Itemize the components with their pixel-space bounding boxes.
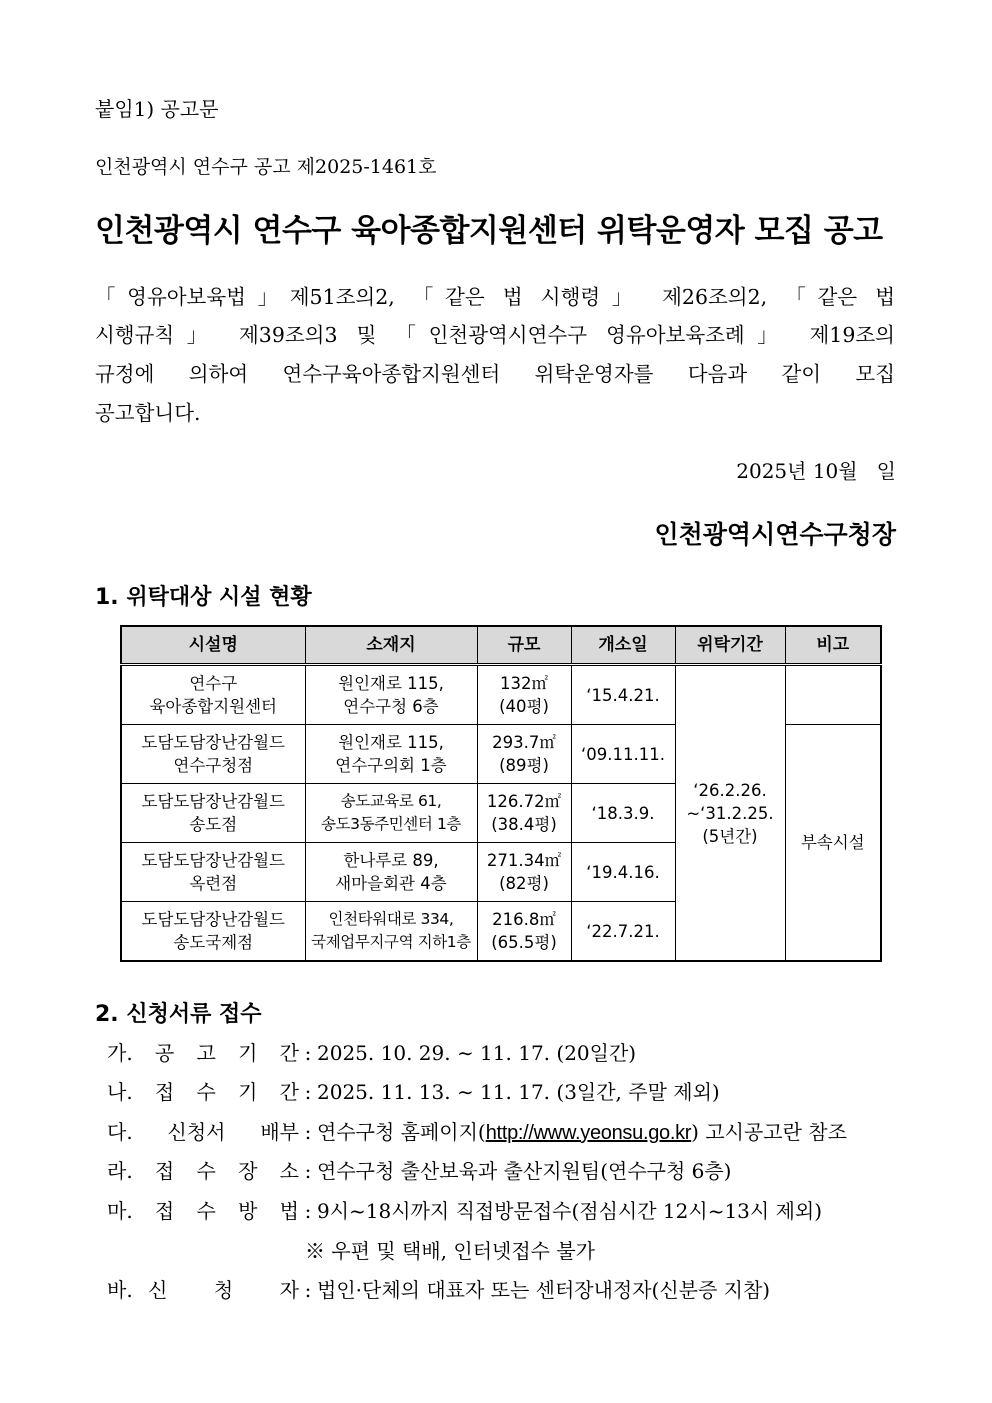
address-cell — [305, 843, 477, 902]
address: 연수구청 6층 — [343, 697, 439, 716]
item-value-text: ) 고시공고란 참조 — [691, 1120, 847, 1144]
area: (38.4평) — [491, 815, 557, 834]
contract-period: ~‘31.2.25. — [686, 803, 774, 823]
facility-name: 육아종합지원센터 — [149, 697, 277, 716]
facility-name: 송도국제점 — [173, 933, 254, 952]
item-label: 마. 접 수 방 법 — [107, 1199, 299, 1223]
facility-name-cell — [121, 665, 305, 725]
contract-period: (5년간) — [702, 826, 758, 846]
item-label: 나. 접 수 기 간 — [107, 1080, 299, 1104]
address: 원인재로 115, — [338, 733, 444, 752]
column-header: 시설명 — [121, 626, 305, 665]
area-cell — [477, 725, 571, 784]
item-value: 2025. 11. 13. ∼ 11. 17. (3일간, 주말 제외) — [317, 1080, 720, 1104]
area: (82평) — [499, 874, 549, 893]
section-2-title: 2. 신청서류 접수 — [95, 1002, 262, 1027]
column-header: 위탁기간 — [675, 626, 785, 665]
application-item — [107, 1116, 847, 1148]
area: 216.8㎡ — [492, 910, 556, 929]
area-cell — [477, 843, 571, 902]
colon: : — [304, 1278, 312, 1302]
address-cell — [305, 665, 477, 725]
address: 국제업무지구역 지하1층 — [311, 933, 471, 951]
address: 한나루로 89, — [343, 851, 439, 870]
body-paragraph-line: 시행규칙」 제39조의3 및 「인천광역시연수구 영유아보육조례」 제19조의 — [95, 323, 895, 347]
colon: : — [304, 1120, 312, 1144]
application-item — [107, 1076, 720, 1108]
address: 연수구의회 1층 — [335, 756, 447, 775]
facility-name: 도담도담장난감월드 — [141, 910, 285, 929]
address-cell — [305, 902, 477, 962]
body-paragraph-line: 「영유아보육법」제51조의2, 「같은 법 시행령」 제26조의2, 「같은 법 — [95, 285, 895, 309]
facility-name-cell — [121, 843, 305, 902]
column-header: 규모 — [477, 626, 571, 665]
item-label: 바. 신 청 자 — [107, 1278, 299, 1302]
column-header: 소재지 — [305, 626, 477, 665]
issuer-name: 인천광역시연수구청장 — [654, 520, 896, 549]
item-value: 법인·단체의 대표자 또는 센터장내정자(신분증 지참) — [317, 1278, 771, 1302]
area: 132㎡ — [500, 674, 548, 693]
notice-date: 2025년 10월 일 — [736, 459, 896, 483]
area: 293.7㎡ — [492, 733, 556, 752]
item-value: 2025. 10. 29. ∼ 11. 17. (20일간) — [317, 1041, 637, 1065]
body-paragraph-line: 규정에 의하여 연수구육아종합지원센터 위탁운영자를 다음과 같이 모집 — [95, 362, 895, 386]
application-item — [107, 1037, 636, 1069]
table-header-row — [121, 626, 881, 665]
area: 126.72㎡ — [486, 792, 562, 811]
table-row — [121, 665, 881, 725]
facility-name: 도담도담장난감월드 — [141, 792, 285, 811]
area: (40평) — [499, 697, 549, 716]
colon: : — [304, 1199, 312, 1223]
item-value-text: 연수구청 홈페이지( — [317, 1120, 486, 1144]
colon: : — [304, 1080, 312, 1104]
note-cell: 부속시설 — [785, 725, 881, 962]
area: (89평) — [499, 756, 549, 775]
opened-date-cell: ‘22.7.21. — [571, 902, 675, 962]
item-label: 가. 공 고 기 간 — [107, 1041, 299, 1065]
application-note: ※ 우편 및 택배, 인터넷접수 불가 — [305, 1239, 595, 1263]
address: 송도교육로 61, — [340, 792, 442, 810]
address: 인천타워대로 334, — [328, 910, 454, 928]
attachment-label: 붙임1) 공고문 — [95, 97, 219, 121]
colon: : — [304, 1159, 312, 1183]
colon: : — [304, 1041, 312, 1065]
area: (65.5평) — [491, 933, 557, 952]
item-value — [317, 1116, 847, 1149]
application-item — [107, 1195, 822, 1227]
notice-number: 인천광역시 연수구 공고 제2025-1461호 — [95, 156, 437, 178]
column-header: 비고 — [785, 626, 881, 665]
item-value: 9시~18시까지 직접방문접수(점심시간 12시~13시 제외) — [317, 1199, 823, 1223]
item-label: 라. 접 수 장 소 — [107, 1159, 299, 1183]
area-cell — [477, 665, 571, 725]
item-value: 연수구청 출산보육과 출산지원팀(연수구청 6층) — [317, 1159, 732, 1183]
facility-table — [120, 625, 882, 962]
address: 송도3동주민센터 1층 — [320, 815, 462, 833]
facility-name: 도담도담장난감월드 — [141, 851, 285, 870]
contract-period-cell — [675, 665, 785, 962]
opened-date-cell: ‘18.3.9. — [571, 784, 675, 843]
homepage-link[interactable]: http://www.yeonsu.go.kr — [485, 1122, 692, 1144]
facility-name: 연수구청점 — [173, 756, 254, 775]
area-cell — [477, 784, 571, 843]
address: 새마을회관 4층 — [335, 874, 447, 893]
opened-date-cell: ‘19.4.16. — [571, 843, 675, 902]
facility-name: 연수구 — [189, 674, 238, 693]
body-paragraph-line: 공고합니다. — [95, 401, 201, 425]
facility-name-cell — [121, 784, 305, 843]
column-header: 개소일 — [571, 626, 675, 665]
facility-name: 옥련점 — [189, 874, 238, 893]
application-item — [107, 1274, 770, 1306]
area-cell — [477, 902, 571, 962]
note-cell-empty — [785, 665, 881, 725]
address: 원인재로 115, — [338, 674, 444, 693]
contract-period: ‘26.2.26. — [693, 780, 767, 800]
address-cell — [305, 725, 477, 784]
facility-name-cell — [121, 725, 305, 784]
opened-date-cell: ‘15.4.21. — [571, 665, 675, 725]
item-label: 다. 신청서 배부 — [107, 1120, 299, 1144]
facility-name: 송도점 — [189, 815, 238, 834]
facility-name: 도담도담장난감월드 — [141, 733, 285, 752]
area: 271.34㎡ — [486, 851, 562, 870]
document-title: 인천광역시 연수구 육아종합지원센터 위탁운영자 모집 공고 — [95, 213, 883, 249]
application-item — [107, 1155, 731, 1187]
opened-date-cell: ‘09.11.11. — [571, 725, 675, 784]
address-cell — [305, 784, 477, 843]
section-1-title: 1. 위탁대상 시설 현황 — [95, 585, 312, 610]
facility-name-cell — [121, 902, 305, 962]
